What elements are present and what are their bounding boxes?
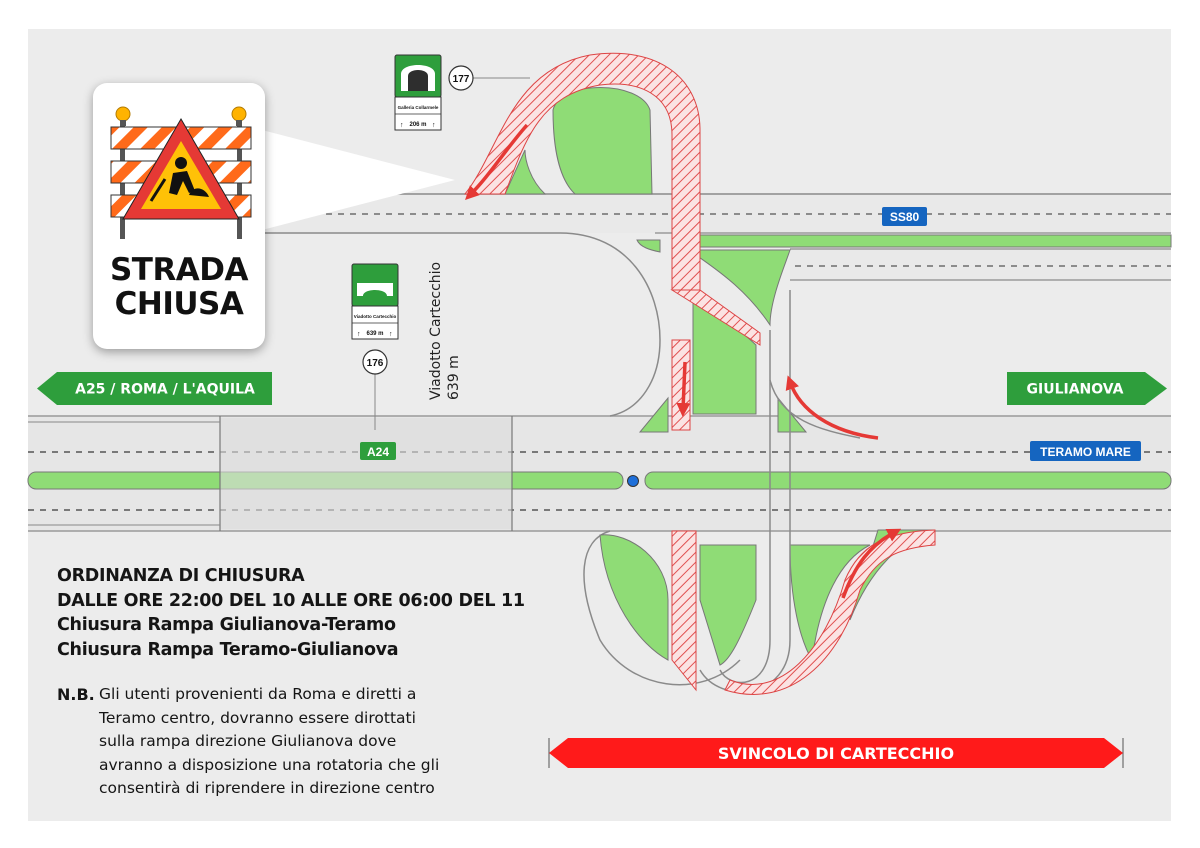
order-time: DALLE ORE 22:00 DEL 10 ALLE ORE 06:00 DEL 11 [57,590,525,611]
closure-order [57,564,577,662]
roadworks-barrier-icon [93,83,265,243]
note-label: N.B. [57,685,95,704]
svg-text:177: 177 [452,74,470,85]
west-direction-sign [37,372,272,405]
svg-text:206 m: 206 m [409,122,427,128]
svg-text:Galleria Collarmele: Galleria Collarmele [397,105,439,110]
svg-text:Viadotto Cartecchio: Viadotto Cartecchio [353,314,397,319]
order-closure-1: Chiusura Rampa Giulianova-Teramo [57,615,396,635]
order-closure-2: Chiusura Rampa Teramo-Giulianova [57,639,399,660]
junction-banner [549,738,1123,768]
up-arrow-icon: ↑ [432,122,436,129]
svg-text:SVINCOLO DI CARTECCHIO: SVINCOLO DI CARTECCHIO [717,744,955,763]
svg-text:176: 176 [366,358,384,369]
callout-title: STRADA CHIUSA [109,252,249,322]
east-direction-sign [1007,372,1167,405]
a24-highway [28,416,1171,531]
road-closed-callout [93,83,265,349]
svg-text:SS80: SS80 [889,210,920,224]
svg-text:GIULIANOVA: GIULIANOVA [1026,381,1124,398]
up-arrow-icon: ↑ [400,122,404,129]
order-title: ORDINANZA DI CHIUSURA [57,566,305,586]
svg-text:TERAMO MARE: TERAMO MARE [1040,445,1131,459]
svg-text:639 m: 639 m [446,355,462,400]
ss80-badge [882,207,927,226]
teramo-mare-badge [1030,441,1141,461]
svg-text:A25 / ROMA / L'AQUILA: A25 / ROMA / L'AQUILA [75,381,255,398]
a24-badge [360,442,396,460]
up-arrow-icon: ↑ [357,331,361,338]
up-arrow-icon: ↑ [389,331,393,338]
svg-text:639 m: 639 m [366,331,384,337]
svg-text:Viadotto Cartecchio: Viadotto Cartecchio [428,261,444,400]
svg-text:A24: A24 [366,445,390,459]
